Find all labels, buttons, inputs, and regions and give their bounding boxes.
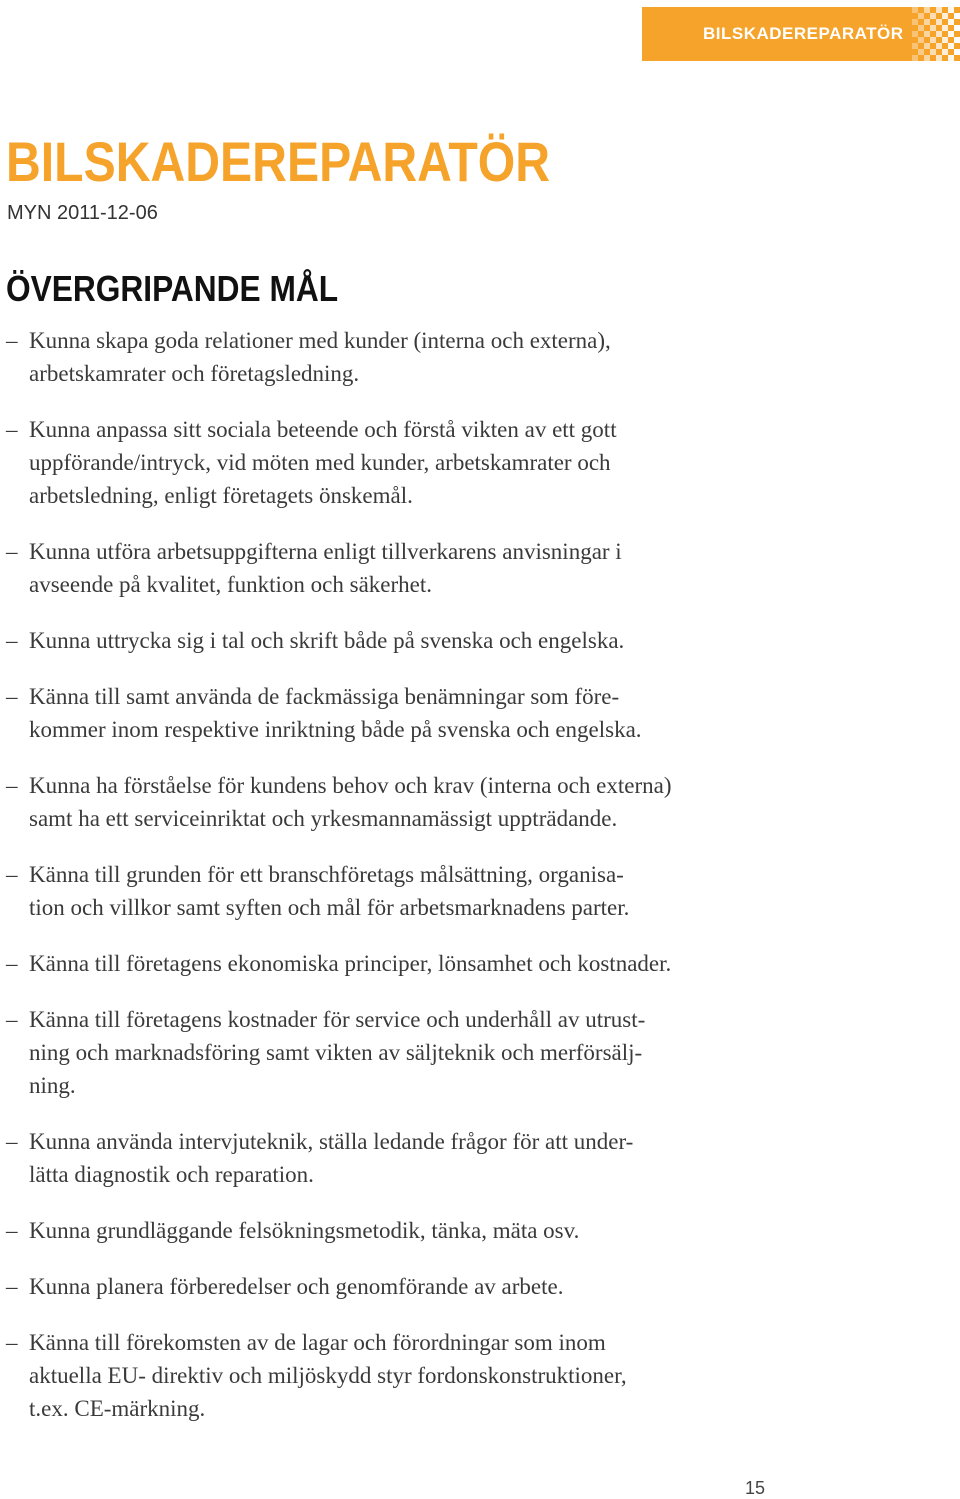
goal-text-line: ning. xyxy=(29,1073,76,1098)
goal-item xyxy=(6,680,786,746)
checker-square xyxy=(948,31,954,37)
header-section-tab xyxy=(642,7,960,61)
checker-square xyxy=(924,19,930,25)
checker-square xyxy=(936,43,942,49)
checker-square xyxy=(936,19,942,25)
bullet-dash: – xyxy=(6,1007,18,1032)
checker-square xyxy=(942,25,948,31)
bullet-dash: – xyxy=(6,628,18,653)
checker-square xyxy=(948,19,954,25)
goal-text-line: avseende på kvalitet, funktion och säkerhet. xyxy=(29,572,432,597)
goal-text-line: Kunna använda intervjuteknik, ställa ledande frågor för att under- xyxy=(29,1129,634,1154)
checker-square xyxy=(912,43,918,49)
bullet-dash: – xyxy=(6,1129,18,1154)
checker-square xyxy=(936,55,942,61)
goal-text-line: Kunna utföra arbetsuppgifterna enligt tillverkarens anvisningar i xyxy=(29,539,622,564)
checker-square xyxy=(918,13,924,19)
page-number: 15 xyxy=(745,1478,766,1498)
goal-text-line: Kunna skapa goda relationer med kunder (interna och externa), xyxy=(29,328,611,353)
checker-square xyxy=(948,7,954,13)
checker-square xyxy=(936,7,942,13)
checker-square xyxy=(918,37,924,43)
goal-text-line: Känna till grunden för ett branschföretags målsättning, organisa- xyxy=(29,862,624,887)
goal-text-line: Känna till företagens ekonomiska principer, lönsamhet och kostnader. xyxy=(29,951,672,976)
goal-item xyxy=(6,413,786,512)
checker-square xyxy=(930,25,936,31)
goal-item xyxy=(6,1326,786,1425)
goal-item xyxy=(6,1125,786,1191)
bullet-dash: – xyxy=(6,1218,18,1243)
goal-text-line: Kunna uttrycka sig i tal och skrift både på svenska och engelska. xyxy=(29,628,625,653)
bullet-dash: – xyxy=(6,1274,18,1299)
checker-square xyxy=(924,7,930,13)
checker-square xyxy=(948,55,954,61)
goal-text-line: ning och marknadsföring samt vikten av säljteknik och merförsälj- xyxy=(29,1040,643,1065)
checker-square xyxy=(924,55,930,61)
section-heading: ÖVERGRIPANDE MÅL xyxy=(6,268,339,309)
goal-text-line: Kunna planera förberedelser och genomförande av arbete. xyxy=(29,1274,564,1299)
goal-text-line: lätta diagnostik och reparation. xyxy=(29,1162,314,1187)
bullet-dash: – xyxy=(6,328,18,353)
goal-text-line: Kunna grundläggande felsökningsmetodik, tänka, mäta osv. xyxy=(29,1218,580,1243)
goal-text-line: Kunna anpassa sitt sociala beteende och förstå vikten av ett gott xyxy=(29,417,617,442)
checker-square xyxy=(954,49,960,55)
goal-text-line: Känna till samt använda de fackmässiga benämningar som före- xyxy=(29,684,620,709)
goal-text-line: arbetskamrater och företagsledning. xyxy=(29,361,360,386)
checker-square xyxy=(930,37,936,43)
goal-text-line: Kunna ha förståelse för kundens behov och krav (interna och externa) xyxy=(29,773,672,798)
checker-square xyxy=(954,37,960,43)
goal-text-line: arbetsledning, enligt företagets önskemål. xyxy=(29,483,413,508)
checker-square xyxy=(924,43,930,49)
header-section-label: BILSKADEREPARATÖR xyxy=(703,24,904,43)
checker-square xyxy=(942,49,948,55)
goal-text-line: t.ex. CE-märkning. xyxy=(29,1396,206,1421)
goal-item xyxy=(6,624,786,657)
checker-square xyxy=(930,13,936,19)
goal-item xyxy=(6,1270,786,1303)
bullet-dash: – xyxy=(6,773,18,798)
checker-square xyxy=(948,43,954,49)
goal-text-line: kommer inom respektive inriktning både på svenska och engelska. xyxy=(29,717,642,742)
goal-text-line: Känna till förekomsten av de lagar och förordningar som inom xyxy=(29,1330,606,1355)
checker-square xyxy=(954,13,960,19)
checker-square xyxy=(912,31,918,37)
checker-square xyxy=(930,49,936,55)
document-subtitle: MYN 2011-12-06 xyxy=(7,202,158,224)
bullet-dash: – xyxy=(6,951,18,976)
checker-square xyxy=(954,25,960,31)
bullet-dash: – xyxy=(6,684,18,709)
goal-text-line: Känna till företagens kostnader för service och underhåll av utrust- xyxy=(29,1007,646,1032)
goal-item xyxy=(6,947,786,980)
goal-text-line: aktuella EU- direktiv och miljöskydd styr fordonskonstruktioner, xyxy=(29,1363,627,1388)
checker-square xyxy=(912,55,918,61)
checker-square xyxy=(912,7,918,13)
goal-item xyxy=(6,858,786,924)
goal-text-line: uppförande/intryck, vid möten med kunder, arbetskamrater och xyxy=(29,450,611,475)
checker-square xyxy=(936,31,942,37)
document-title: BILSKADEREPARATÖR xyxy=(6,130,551,193)
goal-text-line: tion och villkor samt syften och mål för arbetsmarknadens parter. xyxy=(29,895,630,920)
checker-square xyxy=(942,37,948,43)
checker-square xyxy=(918,25,924,31)
goal-item xyxy=(6,1214,786,1247)
checkered-flag-icon xyxy=(912,7,960,61)
goal-text-line: samt ha ett serviceinriktat och yrkesmannamässigt uppträdande. xyxy=(29,806,618,831)
bullet-dash: – xyxy=(6,862,18,887)
bullet-dash: – xyxy=(6,539,18,564)
goal-item xyxy=(6,535,786,601)
checker-square xyxy=(918,49,924,55)
checker-square xyxy=(924,31,930,37)
goal-item xyxy=(6,769,786,835)
goal-item xyxy=(6,1003,786,1102)
bullet-dash: – xyxy=(6,1330,18,1355)
goals-list xyxy=(6,324,786,1448)
goal-item xyxy=(6,324,786,390)
checker-square xyxy=(942,13,948,19)
bullet-dash: – xyxy=(6,417,18,442)
checker-square xyxy=(912,19,918,25)
